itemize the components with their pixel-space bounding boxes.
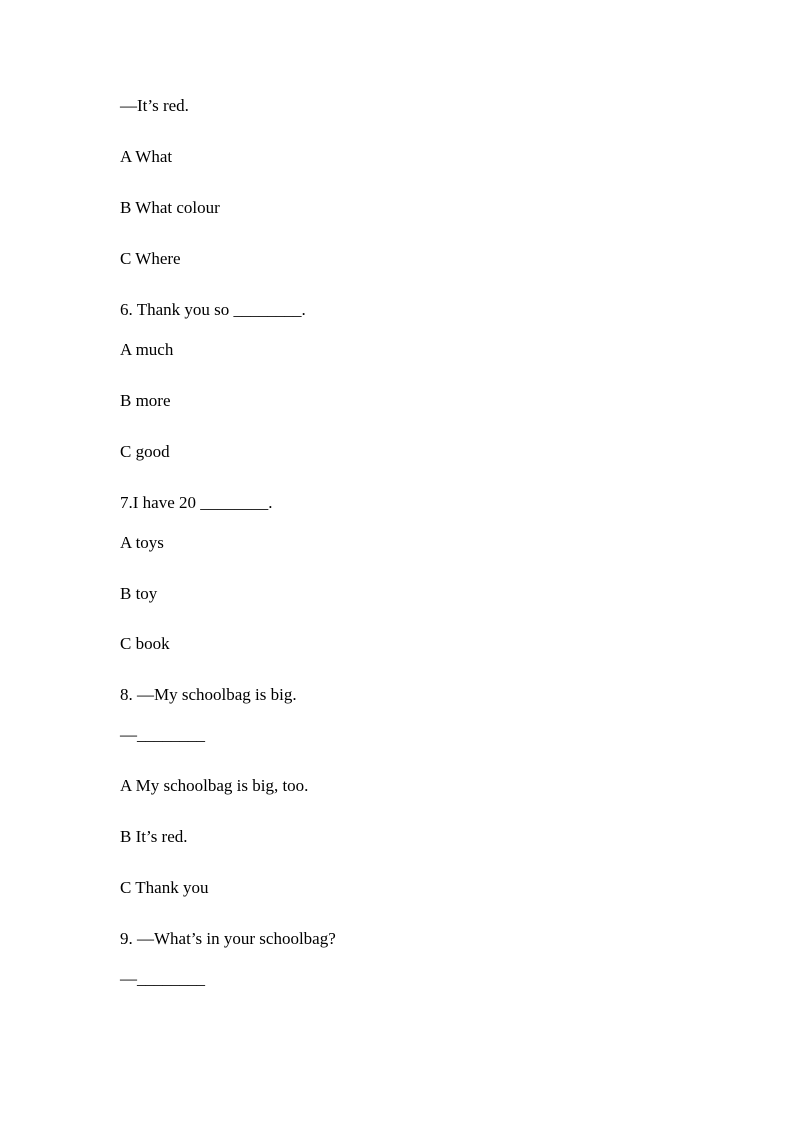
- answer-blank: —________: [120, 969, 205, 988]
- answer-blank: —________: [120, 725, 205, 744]
- option-b: B toy: [120, 584, 158, 603]
- question-7: 7.I have 20 ________.: [120, 493, 273, 512]
- option-a: A toys: [120, 533, 164, 552]
- option-c: C Thank you: [120, 878, 209, 897]
- option-b: B more: [120, 391, 171, 410]
- option-b: B What colour: [120, 198, 220, 217]
- option-c: C Where: [120, 249, 181, 268]
- option-b: B It’s red.: [120, 827, 188, 846]
- option-c: C good: [120, 442, 170, 461]
- option-a: A My schoolbag is big, too.: [120, 776, 309, 795]
- option-c: C book: [120, 634, 170, 653]
- option-a: A What: [120, 147, 173, 166]
- question-9: 9. —What’s in your schoolbag?: [120, 929, 336, 948]
- question-8: 8. —My schoolbag is big.: [120, 685, 297, 704]
- option-a: A much: [120, 340, 174, 359]
- question-6: 6. Thank you so ________.: [120, 300, 306, 319]
- answer-line-its-red: —It’s red.: [120, 96, 189, 115]
